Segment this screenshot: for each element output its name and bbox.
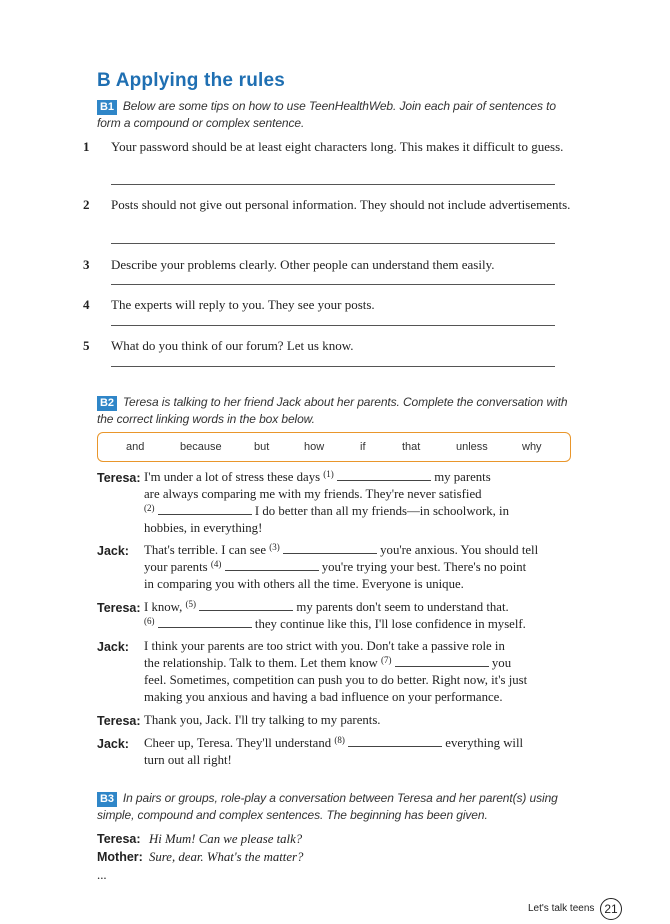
blank-3[interactable] bbox=[283, 542, 377, 554]
b3-instruction bbox=[97, 790, 575, 824]
line-text: they continue like this, I'll lose confidence in myself. bbox=[254, 617, 526, 631]
b1-item-3 bbox=[83, 256, 585, 273]
speaker-jack: Jack: bbox=[97, 737, 129, 751]
b1-item-2 bbox=[83, 196, 585, 213]
line-text: you bbox=[491, 656, 512, 670]
item-number: 3 bbox=[83, 257, 90, 272]
blank-number: (4) bbox=[210, 559, 222, 569]
turn-jack-2 bbox=[144, 638, 574, 706]
blank-7[interactable] bbox=[395, 655, 489, 667]
line-text: making you anxious and having a bad influence on your performance. bbox=[144, 690, 503, 704]
word-item: and bbox=[126, 441, 145, 453]
b3-speaker-teresa: Teresa: bbox=[97, 832, 141, 846]
word-item: if bbox=[360, 441, 366, 453]
b2-instruction bbox=[97, 394, 575, 428]
speaker-teresa: Teresa: bbox=[97, 714, 141, 728]
ellipsis: ... bbox=[97, 868, 107, 882]
line-text: feel. Sometimes, competition can push you to do better. Right now, it's just bbox=[144, 673, 528, 687]
line-text: hobbies, in everything! bbox=[144, 521, 263, 535]
speaker-teresa: Teresa: bbox=[97, 471, 141, 485]
blank-number: (8) bbox=[334, 735, 345, 745]
section-heading: Applying the rules bbox=[115, 70, 286, 91]
item-number: 1 bbox=[83, 139, 90, 154]
page-number: 21 bbox=[600, 898, 622, 920]
b3-tag: B3 bbox=[97, 792, 117, 807]
item-number: 4 bbox=[83, 297, 90, 312]
item-text: Describe your problems clearly. Other people can understand them easily. bbox=[111, 257, 495, 272]
line-text: I do better than all my friends—in schoolwork, in bbox=[254, 504, 510, 518]
item-text: Posts should not give out personal information. They should not include advertisements. bbox=[111, 197, 571, 212]
answer-line-5[interactable] bbox=[111, 366, 555, 367]
line-text: That's terrible. I can see bbox=[144, 543, 267, 557]
answer-line-3[interactable] bbox=[111, 284, 555, 285]
answer-line-4[interactable] bbox=[111, 325, 555, 326]
blank-8[interactable] bbox=[348, 735, 442, 747]
word-item: why bbox=[522, 441, 542, 453]
line-text: Thank you, Jack. I'll try talking to my parents. bbox=[144, 713, 381, 727]
word-item: that bbox=[402, 441, 421, 453]
turn-teresa-1 bbox=[144, 469, 574, 537]
line-text: the relationship. Talk to them. Let them know bbox=[144, 656, 378, 670]
item-number: 5 bbox=[83, 338, 90, 353]
line-text: in comparing you with others all the time. Everyone is unique. bbox=[144, 577, 464, 591]
word-item: because bbox=[180, 441, 222, 453]
b3-example bbox=[97, 831, 567, 884]
blank-number: (3) bbox=[269, 542, 280, 552]
blank-5[interactable] bbox=[199, 599, 293, 611]
answer-line-1[interactable] bbox=[111, 184, 555, 185]
line-text: I know, bbox=[144, 600, 183, 614]
blank-number: (2) bbox=[144, 503, 155, 513]
b1-item-4 bbox=[83, 296, 585, 313]
blank-number: (5) bbox=[185, 599, 196, 609]
b1-item-5 bbox=[83, 337, 585, 354]
blank-1[interactable] bbox=[337, 469, 431, 481]
speaker-teresa: Teresa: bbox=[97, 601, 141, 615]
line-text: I'm under a lot of stress these days bbox=[144, 470, 321, 484]
section-title bbox=[97, 70, 285, 92]
line-text: Cheer up, Teresa. They'll understand bbox=[144, 736, 332, 750]
word-item: how bbox=[304, 441, 325, 453]
turn-jack-3 bbox=[144, 735, 574, 769]
speaker-jack: Jack: bbox=[97, 544, 129, 558]
line-text: turn out all right! bbox=[144, 753, 232, 767]
item-text: What do you think of our forum? Let us know. bbox=[111, 338, 354, 353]
turn-jack-1 bbox=[144, 542, 574, 593]
section-letter: B bbox=[97, 70, 111, 91]
line-text: you're trying your best. There's no point bbox=[321, 560, 527, 574]
b1-instruction-text: Below are some tips on how to use TeenHealthWeb. Join each pair of sentences to form a compound or complex sentence. bbox=[97, 99, 556, 130]
line-text: you're anxious. You should tell bbox=[380, 543, 539, 557]
line-text: are always comparing me with my friends. They're never satisfied bbox=[144, 487, 482, 501]
item-text: The experts will reply to you. They see your posts. bbox=[111, 297, 375, 312]
word-item: but bbox=[254, 441, 270, 453]
line-text: I think your parents are too strict with you. Don't take a passive role in bbox=[144, 639, 505, 653]
b3-line-text: Hi Mum! Can we please talk? bbox=[149, 832, 303, 846]
b2-tag: B2 bbox=[97, 396, 117, 411]
answer-line-2[interactable] bbox=[111, 243, 555, 244]
footer-unit: Let's talk teens bbox=[528, 903, 595, 914]
line-text: everything will bbox=[445, 736, 524, 750]
blank-2[interactable] bbox=[158, 503, 252, 515]
b3-instruction-text: In pairs or groups, role-play a conversation between Teresa and her parent(s) using simple, compound and complex sentences. The beginning has been given. bbox=[97, 791, 558, 822]
line-text: your parents bbox=[144, 560, 208, 574]
blank-number: (7) bbox=[381, 655, 392, 665]
item-text: Your password should be at least eight characters long. This makes it difficult to guess. bbox=[111, 139, 564, 154]
word-item: unless bbox=[456, 441, 488, 453]
line-text: my parents bbox=[434, 470, 491, 484]
item-number: 2 bbox=[83, 197, 90, 212]
blank-number: (1) bbox=[323, 469, 334, 479]
b1-tag: B1 bbox=[97, 100, 117, 115]
blank-4[interactable] bbox=[225, 559, 319, 571]
word-box bbox=[97, 432, 571, 462]
speaker-jack: Jack: bbox=[97, 640, 129, 654]
b1-instruction bbox=[97, 98, 575, 132]
blank-number: (6) bbox=[144, 616, 155, 626]
turn-teresa-3 bbox=[144, 712, 574, 729]
b3-speaker-mother: Mother: bbox=[97, 850, 143, 864]
b1-item-1 bbox=[83, 138, 585, 155]
line-text: my parents don't seem to understand that. bbox=[296, 600, 509, 614]
turn-teresa-2 bbox=[144, 599, 574, 633]
blank-6[interactable] bbox=[158, 616, 252, 628]
b2-instruction-text: Teresa is talking to her friend Jack about her parents. Complete the conversation with the correct linking words in the box below. bbox=[97, 395, 568, 426]
b3-line-text: Sure, dear. What's the matter? bbox=[149, 850, 304, 864]
